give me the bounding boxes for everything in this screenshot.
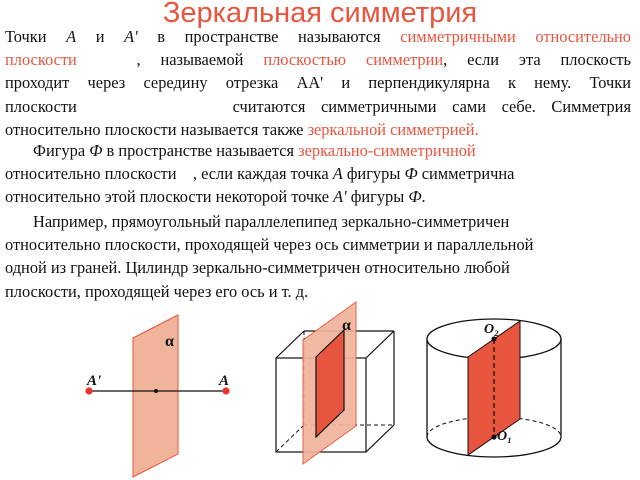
- term-plane: плоскости: [5, 50, 77, 70]
- paragraph-definition-mirror-figure: Фигура Ф в пространстве называется зеркально-симметричной относительно плоскости , если каждая точка A фигуры Ф симметрична относительно этой плоскости некоторой точке A' фигуры Ф.: [5, 141, 515, 207]
- point-o1: [491, 434, 496, 439]
- label-a: A: [219, 373, 230, 389]
- paragraph-definition-symmetric-points: Точки A и A' в пространстве называются симметричными относительно плоскости , называемой плоскостью симметрии, если эта плоскость проходит через середину отрезка AA' и перпендикулярна к нему. Точки плоскости считаются симметричными сами себе. Симметрия относительно плоскости называется также зеркальной симметрией.: [5, 27, 631, 139]
- figure-cylinder: [427, 319, 561, 457]
- term-plane-of-symmetry: плоскостью симметрии: [263, 50, 444, 70]
- paragraph-examples: Например, прямоугольный параллелепипед зеркально-симметричен относительно плоскости, проходящей через ось симметрии и параллельной одной из граней. Цилиндр зеркально-симметричен относительно любой плоскости, проходящей через его ось и т. д.: [5, 212, 534, 301]
- term-symmetric-relative: симметричными относительно: [400, 27, 631, 46]
- page-title: Зеркальная симметрия: [162, 0, 478, 29]
- label-o2: O₂: [484, 322, 499, 337]
- label-alpha-2: α: [342, 317, 351, 334]
- figure-plane-points: [85, 315, 229, 477]
- midpoint: [154, 389, 158, 393]
- point-o2: [491, 336, 496, 341]
- figure-parallelepiped: [276, 302, 394, 464]
- label-alpha-1: α: [165, 333, 174, 350]
- label-o1: O₁: [497, 429, 512, 444]
- term-mirror-symmetric: зеркально-симметричной: [298, 141, 476, 160]
- label-a-prime: A': [87, 373, 102, 389]
- cylinder-bottom-front: [427, 437, 561, 457]
- term-mirror-symmetry: зеркальной симметрией.: [307, 119, 479, 139]
